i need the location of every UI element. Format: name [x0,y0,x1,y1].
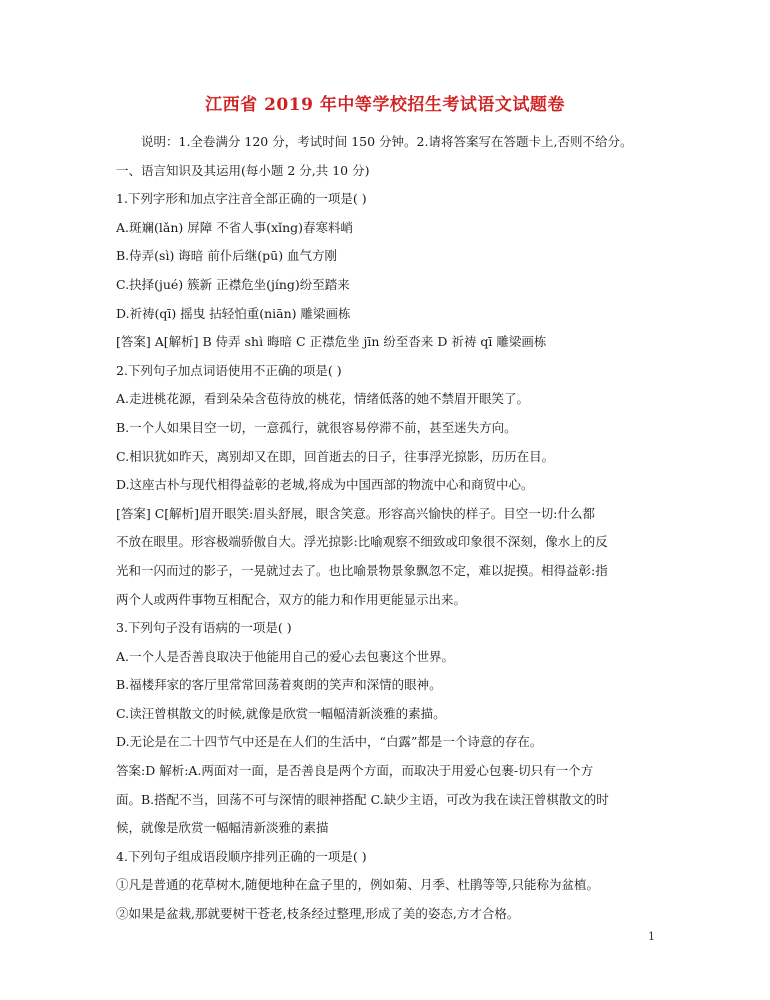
question-1-option-d: D.祈祷(qī) 摇曳 拈轻怕重(niān) 雕梁画栋 [116,305,351,321]
question-4-sentence-1: ①凡是普通的花草树木,随便地种在盒子里的，例如菊、月季、杜鹃等等,只能称为盆植。 [116,877,599,893]
question-2-option-c: C.相识犹如昨天，离别却又在即，回首逝去的日子，往事浮光掠影，历历在目。 [116,448,555,464]
question-2-answer-line-4: 两个人或两件事物互相配合，双方的能力和作用更能显示出来。 [116,591,467,607]
question-3-answer-line-2: 面。B.搭配不当，回荡不可与深情的眼神搭配 C.缺少主语，可改为我在读汪曾棋散文的时 [116,791,609,807]
question-3-option-a: A.一个人是否善良取决于他能用自己的爱心去包裹这个世界。 [116,648,455,664]
question-4-sentence-2: ②如果是盆栽,那就要树干苍老,枝条经过整理,形成了美的姿态,方才合格。 [116,906,520,922]
question-1-option-c: C.抉择(jué) 簇新 正襟危坐(jíng)纷至踏来 [116,276,350,292]
page-number: 1 [648,930,655,943]
question-1: 1.下列字形和加点字注音全部正确的一项是( ) [116,191,367,207]
question-4: 4.下列句子组成语段顺序排列正确的一项是( ) [116,848,367,864]
question-2-option-d: D.这座古朴与现代相得益彰的老城,将成为中国西部的物流中心和商贸中心。 [116,477,534,493]
document-title: 江西省 2019 年中等学校招生考试语文试题卷 [205,95,565,115]
question-3-option-d: D.无论是在二十四节气中还是在人们的生活中，“白露”都是一个诗意的存在。 [116,734,543,750]
question-1-option-a: A.斑斓(lǎn) 屏障 不省人事(xǐng)春寒料峭 [116,219,354,235]
question-3-answer-line-3: 候，就像是欣赏一幅幅清新淡雅的素描 [116,820,329,836]
question-3-answer-line-1: 答案:D 解析:A.两面对一面，是否善良是两个方面，而取决于用爱心包裹-切只有一个方 [116,763,594,779]
document-body [116,128,662,929]
question-2-answer-line-3: 光和一闪而过的影子，一晃就过去了。也比喻景物景象飘忽不定，难以捉摸。相得益彰:指 [116,562,608,578]
question-2-answer-line-1: [答案] C[解析]眉开眼笑:眉头舒展，眼含笑意。形容高兴愉快的样子。目空一切:什么都 [116,505,595,521]
instructions-line: 说明：1.全卷满分 120 分，考试时间 150 分钟。2.请将答案写在答题卡上,否则不给分。 [141,134,633,149]
question-2: 2.下列句子加点词语使用不正确的项是( ) [116,362,342,378]
question-3: 3.下列句子没有语病的一项是( ) [116,620,292,636]
question-3-option-c: C.读汪曾棋散文的时候,就像是欣赏一幅幅清新淡雅的素描。 [116,705,446,721]
question-2-option-a: A.走进桃花源，看到朵朵含苞待放的桃花，情绪低落的她不禁眉开眼笑了。 [116,391,530,407]
question-2-option-b: B.一个人如果目空一切，一意孤行，就很容易停滞不前，甚至迷失方向。 [116,419,517,435]
question-1-answer: [答案] A[解析] B 侍弄 shì 晦暗 C 正襟危坐 jīn 纷至沓来 D 祈祷 qī 雕梁画栋 [116,334,547,350]
question-2-answer-line-2: 不放在眼里。形容极端骄傲自大。浮光掠影:比喻观察不细致或印象很不深刻，像水上的反 [116,534,608,550]
question-1-option-b: B.侍弄(sì) 诲暗 前仆后继(pū) 血气方刚 [116,248,338,264]
section-heading: 一、语言知识及其运用(每小题 2 分,共 10 分) [116,162,370,178]
question-3-option-b: B.福楼拜家的客厅里常常回荡着爽朗的笑声和深情的眼神。 [116,677,442,693]
